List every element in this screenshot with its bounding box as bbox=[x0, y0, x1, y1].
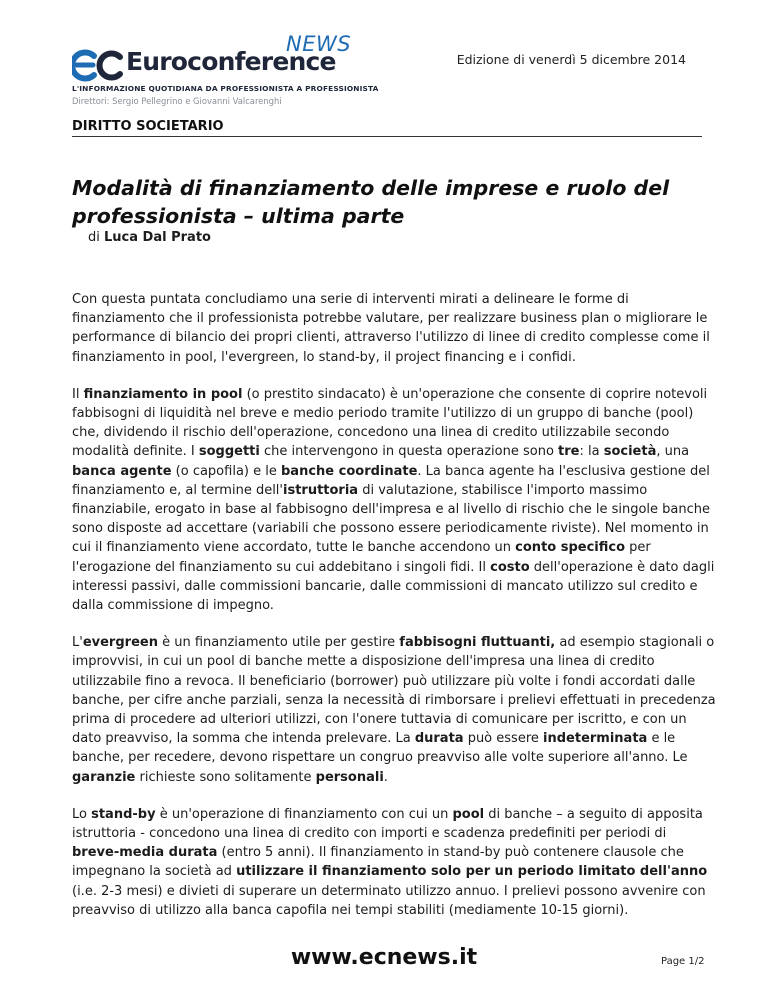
text-run: di valutazione, stabilisce l'importo massimo finanziabile, erogato in base al fabbisogno dell'impresa e al livello di rischio che le singole banche sono disposte ad accettare (variabili che possono essere periodicamente riviste). Nel momento in cui il finanziamento viene accordato, tutte le banche accendono un bbox=[72, 482, 711, 556]
text-run: ad esempio stagionali o improvvisi, in cui un pool di banche mette a disposizione dell'impresa una linea di credito utilizzabile fino a revoca. Il beneficiario (borrower) può utilizzare più volte i fondi accordati dalle banche, per cifre anche parziali, senza la necessità di rimborsare i prelievi effettuati in precedenza prima di procedere ad ulteriori utilizzi, con l'onere tuttavia di comunicare per iscritto, e con un dato preavviso, la somma che intenda prelevare. La bbox=[72, 635, 716, 747]
logo-directors: Direttori: Sergio Pellegrino e Giovanni Valcarenghi bbox=[72, 96, 282, 106]
bold-term: tre bbox=[558, 444, 580, 460]
text-run: richieste sono solitamente bbox=[135, 769, 316, 785]
footer-website-link[interactable]: www.ecnews.it bbox=[290, 945, 478, 970]
section-heading: DIRITTO SOCIETARIO bbox=[72, 119, 702, 137]
bold-term: stand-by bbox=[91, 806, 156, 822]
bold-term: conto specifico bbox=[515, 540, 626, 556]
bold-term: durata bbox=[414, 731, 464, 747]
text-run: che intervengono in questa operazione sono bbox=[259, 444, 559, 460]
logo-tagline: L'INFORMAZIONE QUOTIDIANA DA PROFESSIONISTA A PROFESSIONISTA bbox=[72, 84, 379, 93]
bold-term: banca agente bbox=[72, 463, 172, 479]
author-name: Luca Dal Prato bbox=[104, 230, 211, 245]
byline-prefix: di bbox=[88, 230, 100, 245]
byline bbox=[88, 230, 211, 245]
text-run: di banche – a seguito di apposita istruttoria - concedono una linea di credito con importi e scadenza predefiniti per periodi di bbox=[72, 806, 703, 842]
bold-term: garanzie bbox=[72, 769, 136, 785]
bold-term: fabbisogni fluttuanti, bbox=[399, 635, 556, 651]
text-run: e le banche, per recedere, devono rispettare un congruo preavviso alle volte superiore all'anno. Le bbox=[72, 731, 688, 766]
bold-term: soggetti bbox=[198, 444, 260, 460]
paragraph-standby bbox=[72, 805, 716, 920]
text-run: (o capofila) e le bbox=[171, 463, 281, 479]
page-number: Page 1/2 bbox=[661, 956, 705, 967]
text-run: dell'operazione è dato dagli interessi passivi, dalle commissioni bancarie, dalle commissioni di mancato utilizzo sul credito e dalla commissione di impegno. bbox=[72, 559, 715, 614]
text-run: è un finanziamento utile per gestire bbox=[157, 635, 400, 651]
ec-logo-icon bbox=[72, 48, 124, 82]
bold-term: indeterminata bbox=[543, 731, 648, 747]
bold-term: breve-media durata bbox=[72, 845, 218, 861]
edition-date: Edizione di venerdì 5 dicembre 2014 bbox=[456, 52, 686, 67]
text-run: . bbox=[383, 769, 388, 785]
text-run: , una bbox=[656, 444, 690, 460]
article-body bbox=[72, 290, 716, 938]
bold-term: istruttoria bbox=[283, 482, 359, 498]
bold-term: personali bbox=[315, 769, 384, 785]
logo-name: Euroconference bbox=[126, 47, 336, 76]
text-run: Lo bbox=[72, 806, 92, 822]
text-run: (entro 5 anni). Il finanziamento in stand-by può contenere clausole che impegnano la società ad bbox=[72, 845, 684, 880]
text-run: (o prestito sindacato) è un'operazione che consente di coprire notevoli fabbisogni di liquidità nel breve e medio periodo tramite l'utilizzo di un gruppo di banche (pool) che, dividendo il rischio dell'operazione, concedono una linea di credito utilizzabile secondo modalità definite. I bbox=[72, 386, 708, 460]
text-run: : la bbox=[579, 444, 604, 460]
paragraph-pool bbox=[72, 385, 716, 615]
text-run: (i.e. 2-3 mesi) e divieti di superare un determinato utilizzo annuo. I prelievi possono avvenire con preavviso di utilizzo alla banca capofila nei tempi stabiliti (mediamente 10-15 giorni). bbox=[72, 883, 706, 918]
euroconference-logo bbox=[72, 30, 379, 110]
bold-term: banche coordinate bbox=[280, 463, 418, 479]
logo-news-label: NEWS bbox=[286, 32, 352, 56]
text-run: per l'erogazione del finanziamento su cui addebitano i singoli fidi. Il bbox=[72, 540, 651, 575]
text-run: L' bbox=[72, 635, 83, 651]
text-run: può essere bbox=[463, 731, 544, 747]
text-run: . La banca agente ha l'esclusiva gestione del finanziamento e, al termine dell' bbox=[72, 463, 710, 498]
text-run: Il bbox=[72, 386, 84, 402]
text-run: è un'operazione di finanziamento con cui un bbox=[155, 806, 453, 822]
bold-term: costo bbox=[490, 559, 530, 575]
page-header bbox=[72, 30, 702, 110]
bold-term: società bbox=[603, 444, 657, 460]
bold-term: evergreen bbox=[82, 635, 158, 651]
bold-term: finanziamento in pool bbox=[83, 386, 243, 402]
article-title: Modalità di finanziamento delle imprese e ruolo del professionista – ultima parte bbox=[72, 176, 670, 228]
bold-term: utilizzare il finanziamento solo per un periodo limitato dell'anno bbox=[236, 864, 708, 880]
paragraph-intro: Con questa puntata concludiamo una serie di interventi mirati a delineare le forme di finanziamento che il professionista potrebbe valutare, per realizzare business plan o migliorare le performance di bilancio dei propri clienti, attraverso l'utilizzo di linee di credito complesse come il finanziamento in pool, l'evergreen, lo stand-by, il project financing e i confidi. bbox=[72, 292, 710, 365]
bold-term: pool bbox=[452, 806, 485, 822]
paragraph-evergreen bbox=[72, 633, 716, 787]
